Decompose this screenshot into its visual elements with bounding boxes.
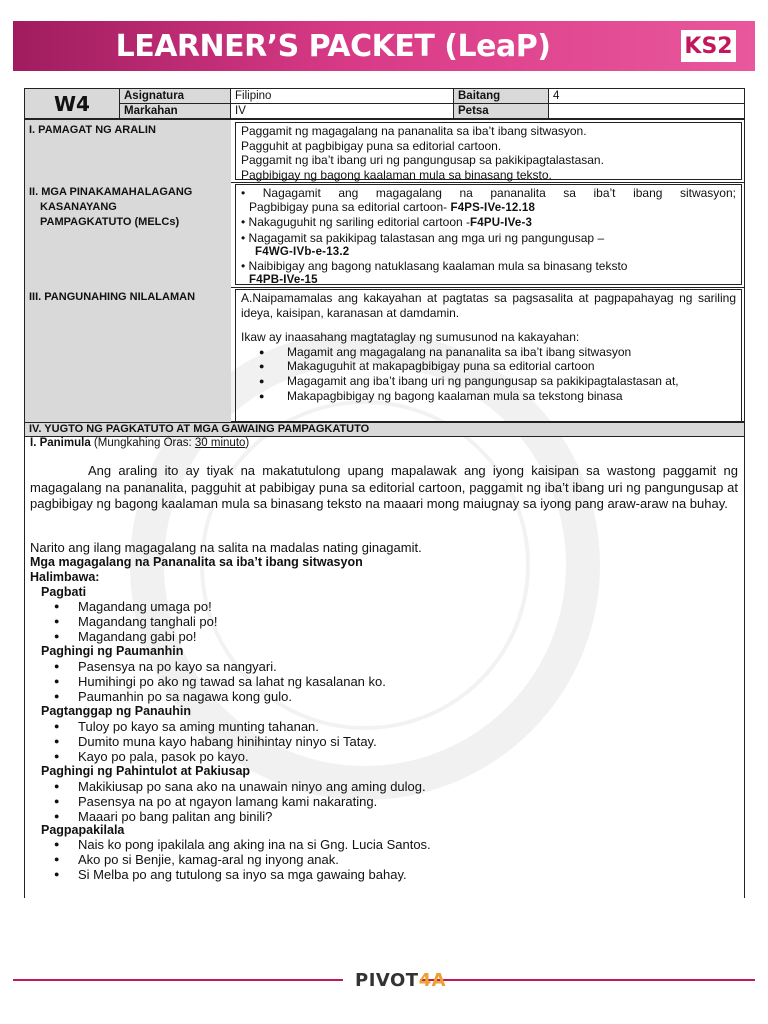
pamagat-line: Pagbibigay ng bagong kaalaman mula sa binasang teksto. <box>241 167 552 182</box>
melc-code: F4PU-IVe-3 <box>470 217 533 230</box>
list-item: ● Pasensya na po kayo sa nangyari. <box>52 659 386 674</box>
melcs-label-line: PAMPAGKATUTO (MELCs) <box>40 216 180 228</box>
halimbawa-label: Halimbawa: <box>30 570 100 584</box>
section-pamagat-content <box>235 122 742 180</box>
panimula-label: I. Panimula <box>30 437 91 449</box>
list-item: ● Makapagbibigay ng bagong kaalaman mula sa tekstong binasa <box>259 388 623 403</box>
group-title-pagpapakilala: Pagpapakilala <box>41 823 125 837</box>
melc-code: F4PB-IVe-15 <box>249 274 318 287</box>
list-item: ● Pasensya na po at ngayon lamang kami nakarating. <box>52 794 426 809</box>
melc-item: • Nagagamit sa pakikipag talastasan ang mga uri ng pangungusap – <box>241 230 605 245</box>
group-title-panauhin: Pagtanggap ng Panauhin <box>41 704 192 718</box>
asignatura-value: Filipino <box>231 89 454 104</box>
melc-item <box>241 215 736 230</box>
list-item: ● Dumito muna kayo habang hinihintay ninyo si Tatay. <box>52 734 377 749</box>
list-item: ● Magagamit ang iba’t ibang uri ng pangungusap sa pakikipagtalastasan at, <box>259 373 679 388</box>
document-title: LEARNER’S PACKET (LeaP) <box>115 29 551 64</box>
melc-text: Pagbibigay puna sa editorial cartoon- <box>249 200 451 215</box>
list-item: ● Makikiusap po sana ako na unawain ninyo ang aming dulog. <box>52 779 426 794</box>
panimula-note-suffix: ) <box>245 437 250 449</box>
melc-item: • Naibibigay ang bagong natuklasang kaalaman mula sa binasang teksto <box>241 259 628 274</box>
group-list-pagpapakilala <box>52 837 431 882</box>
section-pamagat-label: I. PAMAGAT NG ARALIN <box>25 120 231 182</box>
section-nilalaman-label: III. PANGUNAHING NILALAMAN <box>25 287 231 422</box>
narito-text: Narito ang ilang magagalang na salita na madalas nating ginagamit. <box>30 540 422 555</box>
pamagat-line: Paggamit ng magagalang na pananalita sa iba’t ibang sitwasyon. <box>241 124 587 138</box>
group-title-pagbati: Pagbati <box>41 585 87 599</box>
list-item: ● Paumanhin po sa nagawa kong gulo. <box>52 689 386 704</box>
key-stage-badge: KS2 <box>681 30 736 62</box>
section-pamagat <box>25 120 744 183</box>
panimula-note-prefix: (Mungkahing Oras: <box>90 437 195 449</box>
list-item: ● Ako po si Benjie, kamag-aral ng inyong anak. <box>52 852 431 867</box>
section-nilalaman <box>25 287 744 422</box>
asignatura-label: Asignatura <box>120 89 231 104</box>
list-item: ● Magamit ang magagalang na pananalita sa iba’t ibang sitwasyon <box>259 344 632 359</box>
markahan-label: Markahan <box>120 104 231 119</box>
group-list-pakiusap <box>52 779 426 824</box>
group-list-panauhin <box>52 719 377 764</box>
group-list-pagbati <box>52 599 218 644</box>
melcs-label-line: II. MGA PINAKAMAHALAGANG <box>29 186 193 198</box>
list-item: ● Maaari po bang palitan ang binili? <box>52 809 426 824</box>
melc-item: • Nagagamit ang magagalang na pananalita sa iba’t ibang sitwasyon; <box>241 186 736 200</box>
lesson-sections <box>24 119 745 422</box>
list-item: ● Magandang gabi po! <box>52 629 218 644</box>
group-title-paumanhin: Paghingi ng Paumanhin <box>41 644 184 658</box>
list-item: ● Humihingi po ako ng tawad sa lahat ng kasalanan ko. <box>52 674 386 689</box>
melc-code: F4WG-IVb-e-13.2 <box>255 245 350 258</box>
nilalaman-list <box>241 345 736 403</box>
pamagat-line: Pagguhit at pagbibigay puna sa editorial cartoon. <box>241 138 502 153</box>
section-nilalaman-content <box>235 289 742 422</box>
group-title-pakiusap: Paghingi ng Pahintulot at Pakiusap <box>41 764 251 778</box>
baitang-value: 4 <box>549 89 745 104</box>
pamagat-line: Paggamit ng iba’t ibang uri ng pangungusap sa pakikipagtalastasan. <box>241 153 604 168</box>
melc-text: • Nakaguguhit ng sariling editorial cartoon - <box>241 215 470 230</box>
panimula-time: 30 minuto <box>194 437 246 449</box>
header-banner <box>13 21 755 71</box>
list-item: ● Tuloy po kayo sa aming munting tahanan. <box>52 719 377 734</box>
section-melcs <box>25 182 744 288</box>
lesson-info-table <box>24 88 745 119</box>
petsa-value <box>549 104 745 119</box>
melc-item-cont <box>241 200 736 215</box>
petsa-label: Petsa <box>454 104 549 119</box>
pivot-logo: PIVOT4A <box>355 970 447 991</box>
list-item: ● Nais ko pong ipakilala ang aking ina na si Gng. Lucia Santos. <box>52 837 431 852</box>
section-melcs-content <box>235 184 742 285</box>
intro-paragraph: Ang araling ito ay tiyak na makatutulong upang mapalawak ang iyong kaisipan sa wastong paggamit ng magagalang na pananalita, pagguhit at pabibigay puna sa editorial cartoon, paggamit ng iba’t ibang uri ng pangungusap at pagbibigay ng bagong kaalaman mula sa binasang teksto na maaari mong maiugnay sa iyong pang araw-araw na buhay. <box>30 463 738 511</box>
melcs-label-line: KASANAYANG <box>40 201 117 213</box>
nilalaman-intro: A.Naipamamalas ang kakayahan at pagtatas sa pagsasalita at pagpapahayag ng sariling ideya, kaisipan, karanasan at damdamin. <box>241 291 736 320</box>
group-list-paumanhin <box>52 659 386 704</box>
footer-line-right <box>420 979 755 981</box>
list-item: ● Magandang tanghali po! <box>52 614 218 629</box>
nilalaman-lead: Ikaw ay inaasahang magtataglay ng sumusunod na kakayahan: <box>241 330 580 345</box>
footer-line-left <box>13 979 343 981</box>
list-item: ● Si Melba po ang tutulong sa inyo sa mga gawaing bahay. <box>52 867 431 882</box>
list-item: ● Magandang umaga po! <box>52 599 218 614</box>
markahan-value: IV <box>231 104 454 119</box>
baitang-label: Baitang <box>454 89 549 104</box>
list-item: ● Kayo po pala, pasok po kayo. <box>52 749 377 764</box>
panimula-heading <box>30 437 249 449</box>
section-melcs-label <box>25 182 231 287</box>
examples-title: Mga magagalang na Pananalita sa iba’t ibang sitwasyon <box>30 555 363 569</box>
melc-code: F4PS-IVe-12.18 <box>450 202 536 215</box>
section-yugto-header: IV. YUGTO NG PAGKATUTO AT MGA GAWAING PAMPAGKATUTO <box>24 422 745 437</box>
week-label: W4 <box>25 89 120 119</box>
list-item: ● Makaguguhit at makapagbibigay puna sa editorial cartoon <box>259 359 595 374</box>
